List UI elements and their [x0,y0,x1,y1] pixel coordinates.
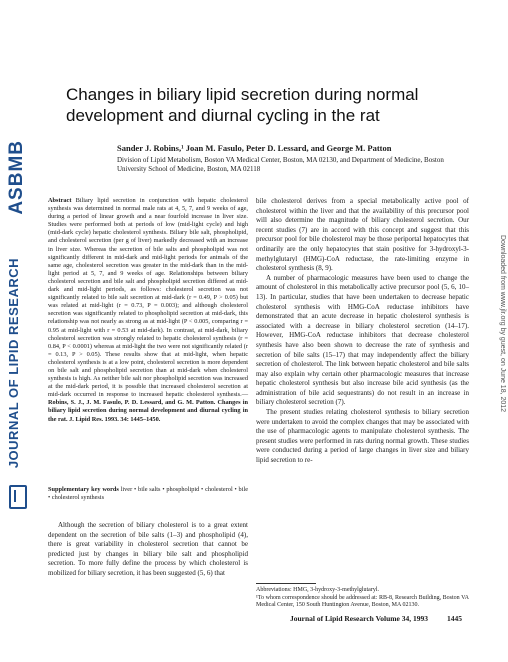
intro-text: Although the secretion of biliary cholesterol is to a great extent dependent on the secretion of bile salts (1–3) and phospholipid (4), there is great variability in cholesterol secretion that cannot be predicted just by changes in biliary bile salt and phospholipid secretion. To more fully define the process by which cholesterol is mobilized for biliary secretion, it has been suggested (5, 6) that [48,521,248,577]
keywords-block [48,486,248,502]
download-note: Downloaded from www.jlr.org by guest, on June 18, 2012 [499,235,506,413]
asbmb-logo: ASBMB [6,140,27,215]
right-paragraph-2: A number of pharmacologic measures have been used to change the amount of cholesterol in this metabolically active precursor pool (5, 6, 10–13). In particular, studies that have been undertaken to decrease hepatic cholesterol synthesis with HMG-CoA reductase inhibitors have demonstrated that an acute decrease in hepatic cholesterol synthesis is associated with a decrease in biliary cholesterol secretion (14–17). However, HMG-CoA reductase inhibitors that decrease cholesterol synthesis have also been shown to decrease the rate of synthesis and secretion of bile salts (15–17) that may independently affect the biliary secretion of cholesterol. The link between hepatic cholesterol and bile salts may also explain why certain other pharmacologic measures that increase hepatic cholesterol synthesis but also increase bile acid synthesis (as the administration of bile acid sequestrants) do not result in an increase in biliary cholesterol secretion (7). [256,273,469,407]
right-paragraph-3: The present studies relating cholesterol synthesis to biliary secretion were undertaken to avoid the complex changes that may be associated with the use of pharmacologic agents to manipulate cholesterol synthesis. The present studies were performed in rats during normal growth. These studies were conducted during a period of large changes in liver size and biliary lipid secretion to re- [256,408,469,465]
journal-name-logo: JOURNAL OF LIPID RESEARCH [6,258,21,469]
keywords-label: Supplementary key words [48,486,119,493]
article-affiliation: Division of Lipid Metabolism, Boston VA Medical Center, Boston, MA 02130, and Department of Medicine, Boston University School of Medicine, Boston, MA 02118 [117,156,444,173]
book-icon [9,485,27,509]
abstract-text: Biliary lipid secretion in conjunction with hepatic cholesterol synthesis was determined in normal male rats at 4, 5, 7, and 9 weeks of age, during a period of linear growth and a near fourfold increase in liver size. Studies were performed both at periods of low (mid-light cycle) and high (mid-dark cycle) hepatic cholesterol synthesis. Biliary bile salt, phospholipid, and cholesterol secretion (per g of liver) markedly decreased with an increase in liver size. Whereas the secretion of bile salts and phospholipid was not significantly different in mid-dark and mid-light periods for animals of the same age, cholesterol secretion was greater in the mid-dark than in the mid-light period at 5, 7, and 9 weeks of age. Relationships between biliary cholesterol secretion and bile salt and phospholipid secretion differed at mid-dark and mid-light periods, as follows: cholesterol secretion was not significantly related to bile salt secretion at mid-dark (r = 0.49, P > 0.05) but was related at mid-light (r = 0.73, P = 0.003); and although cholesterol secretion was significantly related to phospholipid secretion at mid-dark, this relationship was not nearly as strong as at mid-light (P < 0.005, comparing r = 0.95 at mid-light with r = 0.53 at mid-dark). In contrast, at mid-dark, biliary cholesterol secretion was strongly related to hepatic cholesterol synthesis (r = 0.84, P < 0.0001) whereas at mid-light the two were not significantly related (r = 0.13, P > 0.05). These results show that at mid-light, when hepatic cholesterol synthesis is at a low point, cholesterol secretion is more dependent on bile salt and phospholipid secretion than at mid-dark when cholesterol synthesis is high. As neither bile salt nor phospholipid secretion was increased at the mid-dark period, it is possible that increased cholesterol secretion at mid-dark occurred in response to increased hepatic cholesterol synthesis.— [48,197,248,399]
journal-sidebar [0,0,36,662]
journal-footer: Journal of Lipid Research Volume 34, 1993 [290,614,428,623]
abstract-citation: Robins, S. J., J. M. Fasulo, P. D. Lessard, and G. M. Patton. Changes in biliary lipid secretion during normal development and diurnal cycling in the rat. J. Lipid Res. 1993. 34: 1445–1450. [48,399,248,423]
page-number: 1445 [447,614,462,623]
abstract-label: Abstract [48,197,72,204]
abstract-block [48,197,248,424]
footnote-divider [256,583,316,584]
keywords-text: liver • bile salts • phospholipid • cholesterol • bile • cholesterol synthesis [48,486,248,501]
right-column [256,197,469,466]
footnotes [256,587,469,610]
article-title: Changes in biliary lipid secretion during normal development and diurnal cycling in the rat [66,85,419,125]
article-authors: Sander J. Robins,¹ Joan M. Fasulo, Peter D. Lessard, and George M. Patton [117,143,392,153]
footnote-abbreviations: Abbreviations: HMG, 3-hydroxy-3-methylglutaryl. [256,587,379,593]
right-paragraph-1: bile cholesterol derives from a special metabolically active pool of cholesterol within the liver and that the availability of this precursor pool will also determine the magnitude of biliary cholesterol secretion. Our recent studies (7) are in accord with this concept and suggest that this precursor pool for bile cholesterol may be those periportal hepatocytes that ordinarily are the only hepatocytes that stain positive for 3-hydroxyl-3-methylglutaryl (HMG)-CoA reductase, the rate-limiting enzyme in cholesterol synthesis (8, 9). [256,197,469,273]
footnote-correspondence: ¹To whom correspondence should be addressed at: RB-8, Research Building, Boston VA Medical Center, 150 South Huntington Avenue, Boston, MA 02130. [256,594,469,608]
intro-paragraph [48,521,248,578]
